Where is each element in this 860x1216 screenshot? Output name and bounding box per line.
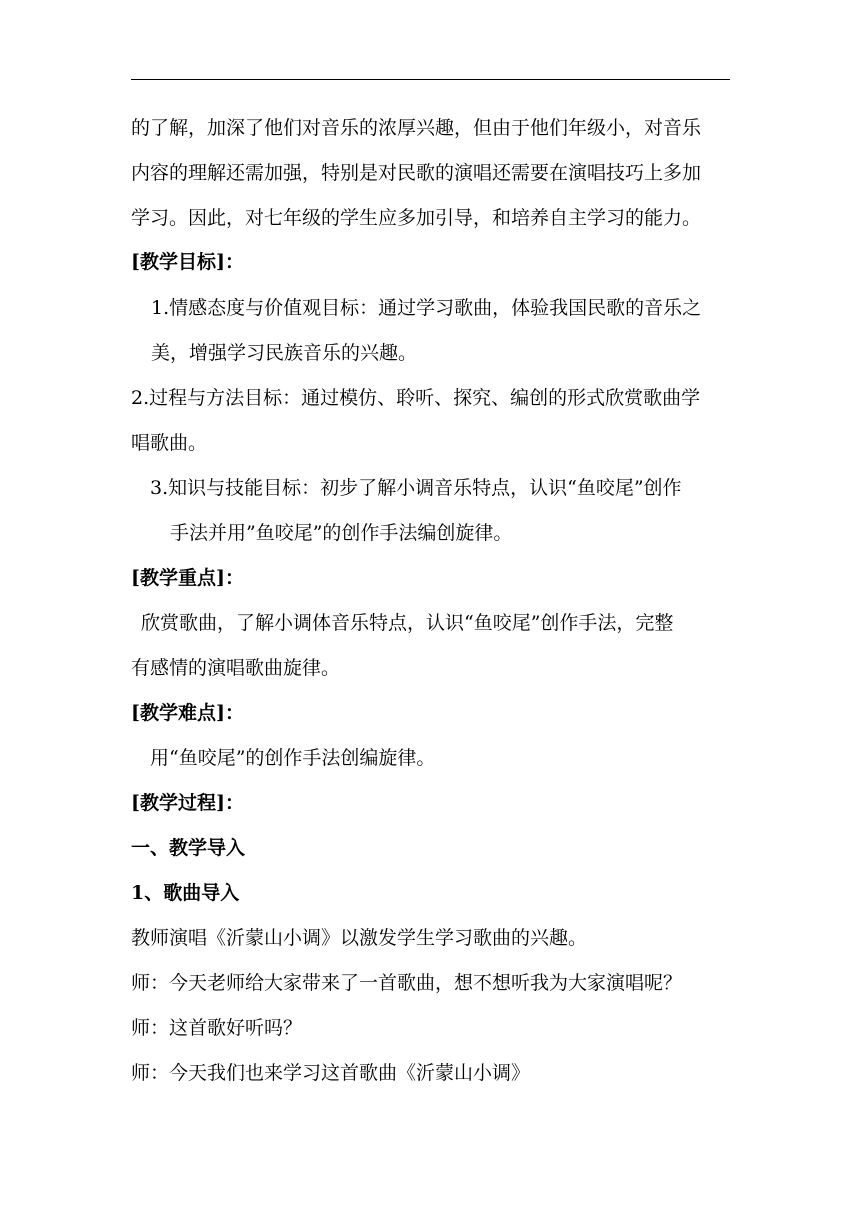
section-heading-process: [教学过程]： bbox=[131, 792, 244, 814]
difficulties-line: 用“鱼咬尾”的创作手法创编旋律。 bbox=[150, 747, 436, 769]
dialog-line: 师：这首歌好听吗？ bbox=[131, 1017, 303, 1039]
objective-1-line: 美，增强学习民族音乐的兴趣。 bbox=[151, 342, 418, 364]
dialog-line: 师：今天我们也来学习这首歌曲《沂蒙山小调》 bbox=[131, 1062, 531, 1084]
key-points-line: 欣赏歌曲，了解小调体音乐特点，认识“鱼咬尾”创作手法，完整 bbox=[141, 612, 674, 634]
section-heading-key-points: [教学重点]： bbox=[131, 567, 244, 589]
objective-2-line: 唱歌曲。 bbox=[131, 432, 208, 454]
objective-3-line: 3.知识与技能目标：初步了解小调音乐特点，认识“鱼咬尾”创作 bbox=[150, 477, 682, 499]
paragraph-line: 学习。因此，对七年级的学生应多加引导，和培养自主学习的能力。 bbox=[131, 207, 702, 229]
section-heading-objectives: [教学目标]： bbox=[131, 251, 244, 273]
section-heading-difficulties: [教学难点]： bbox=[131, 702, 244, 724]
objective-3-line: 手法并用”鱼咬尾”的创作手法编创旋律。 bbox=[170, 522, 513, 544]
section-title: 一、教学导入 bbox=[131, 837, 246, 859]
paragraph-line: 的了解，加深了他们对音乐的浓厚兴趣，但由于他们年级小，对音乐 bbox=[131, 117, 702, 139]
objective-2-line: 2.过程与方法目标：通过模仿、聆听、探究、编创的形式欣赏歌曲学 bbox=[131, 387, 701, 409]
header-rule bbox=[131, 79, 730, 80]
key-points-line: 有感情的演唱歌曲旋律。 bbox=[131, 657, 341, 679]
body-line: 教师演唱《沂蒙山小调》以激发学生学习歌曲的兴趣。 bbox=[131, 927, 588, 949]
objective-1-line: 1.情感态度与价值观目标：通过学习歌曲，体验我国民歌的音乐之 bbox=[151, 297, 702, 319]
paragraph-line: 内容的理解还需加强，特别是对民歌的演唱还需要在演唱技巧上多加 bbox=[131, 162, 702, 184]
subsection-title: 1、歌曲导入 bbox=[131, 882, 240, 904]
dialog-line: 师：今天老师给大家带来了一首歌曲，想不想听我为大家演唱呢？ bbox=[131, 972, 683, 994]
